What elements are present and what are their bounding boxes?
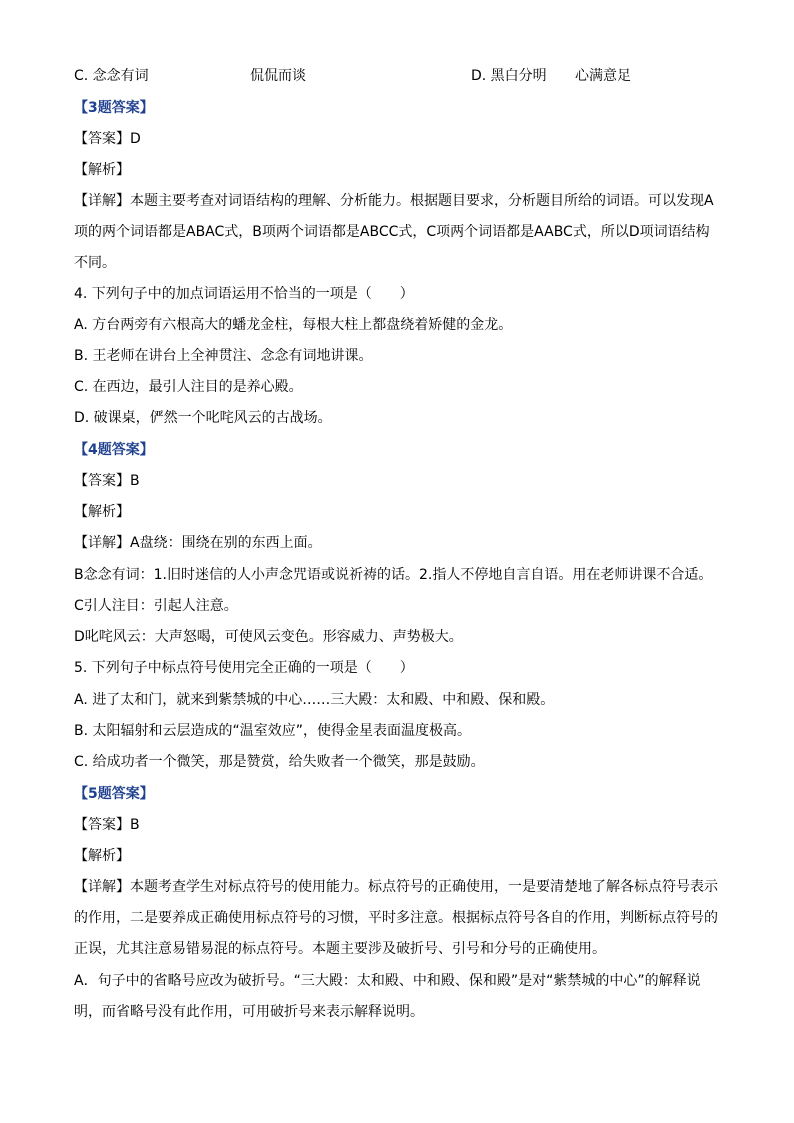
q3-answer-header: 【3题答案】 [74, 100, 154, 116]
q3-option-row [74, 66, 631, 86]
q5-option-b: B. 太阳辐射和云层造成的“温室效应”，使得金星表面温度极高。 [74, 723, 472, 739]
q5-option-a: A. 进了太和门，就来到紫禁城的中心……三大殿：太和殿、中和殿、保和殿。 [74, 692, 555, 708]
q4-detail-line: D叱咤风云：大声怒喝，可使风云变色。形容威力、声势极大。 [74, 629, 463, 645]
q4-option-a: A. 方台两旁有六根高大的蟠龙金柱，每根大柱上都盘绕着矫健的金龙。 [74, 317, 513, 333]
q4-answer-header: 【4题答案】 [74, 442, 154, 458]
q3-option-c: C. 念念有词 [74, 68, 149, 84]
q4-detail-line: B念念有词：1.旧时迷信的人小声念咒语或说祈祷的话。2.指人不停地自言自语。用在老师讲课不合适。 [74, 567, 713, 583]
q4-option-b: B. 王老师在讲台上全神贯注、念念有词地讲课。 [74, 348, 373, 364]
q5-option-c: C. 给成功者一个微笑，那是赞赏，给失败者一个微笑，那是鼓励。 [74, 754, 485, 770]
q4-detail-line: 【详解】A盘绕：围绕在别的东西上面。 [74, 535, 322, 551]
q4-option-d: D. 破课桌，俨然一个叱咤风云的古战场。 [74, 410, 332, 426]
q4-analysis-header: 【解析】 [74, 504, 130, 520]
q5-answer: 【答案】B [74, 817, 140, 833]
q5-question: 5. 下列句子中标点符号使用完全正确的一项是（ ） [74, 660, 414, 676]
q3-option-d-word2: 心满意足 [575, 68, 631, 84]
q3-option-c-word2: 侃侃而谈 [250, 68, 306, 84]
q3-answer: 【答案】D [74, 131, 141, 147]
q5-analysis-header: 【解析】 [74, 848, 130, 864]
q3-analysis-header: 【解析】 [74, 162, 130, 178]
q4-question: 4. 下列句子中的加点词语运用不恰当的一项是（ ） [74, 286, 414, 302]
q4-answer: 【答案】B [74, 473, 140, 489]
q4-detail-line: C引人注目：引起人注意。 [74, 598, 238, 614]
q4-option-c: C. 在西边，最引人注目的是养心殿。 [74, 379, 303, 395]
q5-detail: 【详解】本题考查学生对标点符号的使用能力。标点符号的正确使用，一是要清楚地了解各标点符号表示的作用，二是要养成正确使用标点符号的习惯，平时多注意。根据标点符号各自的作用，判断标点符号的正误，尤其注意易错易混的标点符号。本题主要涉及破折号、引号和分号的正确使用。 [74, 879, 718, 957]
q3-option-d: D. 黑白分明 [471, 68, 547, 84]
q5-note-a: A．句子中的省略号应改为破折号。“三大殿：太和殿、中和殿、保和殿”是对“紫禁城的中心”的解释说明，而省略号没有此作用，可用破折号来表示解释说明。 [74, 973, 701, 1020]
q5-answer-header: 【5题答案】 [74, 786, 154, 802]
q3-detail: 【详解】本题主要考查对词语结构的理解、分析能力。根据题目要求，分析题目所给的词语。可以发现A项的两个词语都是ABAC式，B项两个词语都是ABCC式，C项两个词语都是AABC式，所以D项词语结构不同。 [74, 193, 714, 271]
